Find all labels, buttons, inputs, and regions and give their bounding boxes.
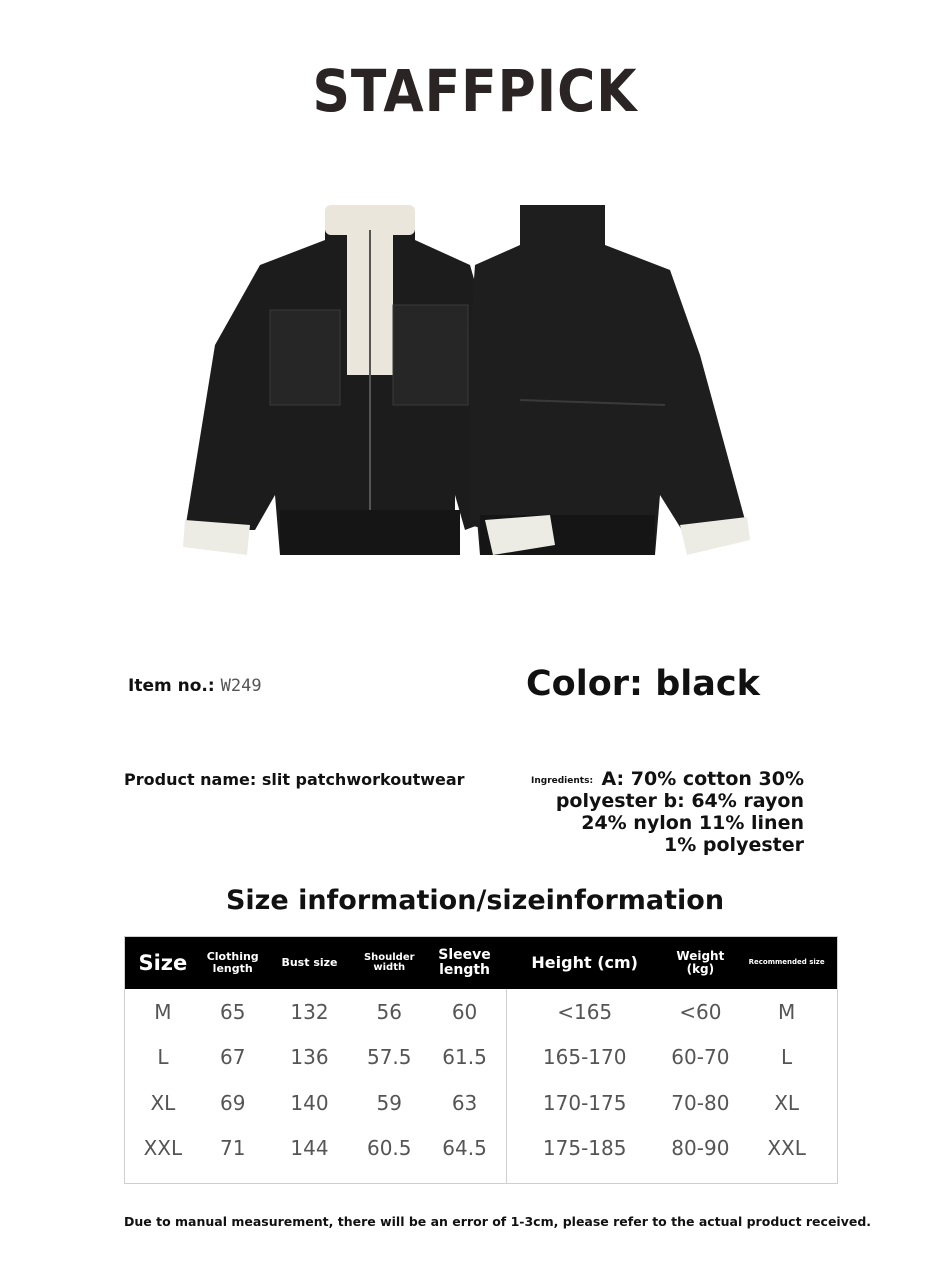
cell: 144 xyxy=(290,1136,329,1161)
cell: 175-185 xyxy=(542,1136,627,1161)
table-row xyxy=(125,1035,837,1081)
ingredients-label: Ingredients: xyxy=(531,776,594,786)
jacket-product-image xyxy=(175,195,775,575)
color-label: Color: black xyxy=(526,664,760,704)
cell: 57.5 xyxy=(366,1045,412,1070)
table-row xyxy=(125,1126,837,1172)
table-divider xyxy=(506,989,507,1183)
jacket-back xyxy=(470,205,750,555)
header-clothing-length: Clothing length xyxy=(206,950,259,975)
ingredients-text: A: 70% cotton 30% polyester b: 64% rayon 24% nylon 11% linen 1% polyester xyxy=(555,768,804,856)
product-name: Product name: slit patchworkoutwear xyxy=(124,770,465,789)
cell: 60.5 xyxy=(366,1136,412,1161)
cell: XXL xyxy=(767,1136,806,1161)
cell: 63 xyxy=(451,1090,478,1115)
header-recommended-size: Recommended size xyxy=(748,958,825,967)
size-table xyxy=(124,936,838,1184)
header-size: Size xyxy=(138,950,188,975)
cell: L xyxy=(781,1045,793,1070)
cell: 140 xyxy=(290,1090,329,1115)
cell: 60 xyxy=(451,999,478,1024)
cell: <165 xyxy=(557,999,613,1024)
cell: 56 xyxy=(376,999,402,1024)
table-row xyxy=(125,1080,837,1126)
cell: 132 xyxy=(290,999,329,1024)
cell: 64.5 xyxy=(442,1136,487,1161)
cell: 165-170 xyxy=(542,1045,627,1070)
cell: XXL xyxy=(143,1136,183,1161)
table-row xyxy=(125,989,837,1035)
item-number xyxy=(128,676,262,696)
table-header xyxy=(125,937,837,989)
jacket-front xyxy=(183,205,505,555)
cell: 71 xyxy=(219,1136,246,1161)
cell: 136 xyxy=(290,1045,329,1070)
header-bust-size: Bust size xyxy=(281,956,338,970)
item-number-value: W249 xyxy=(220,676,262,696)
cell: XL xyxy=(774,1090,800,1115)
cell: 70-80 xyxy=(671,1090,730,1115)
cell: 69 xyxy=(219,1090,246,1115)
cell: 67 xyxy=(219,1045,246,1070)
measurement-note: Due to manual measurement, there will be an error of 1-3cm, please refer to the actual product received. xyxy=(124,1214,872,1229)
brand-logo: STAFFPICK xyxy=(312,58,638,126)
cell: 65 xyxy=(219,999,246,1024)
cell: <60 xyxy=(679,999,722,1024)
cell: 80-90 xyxy=(671,1136,730,1161)
cell: M xyxy=(154,999,172,1024)
cell: L xyxy=(157,1045,169,1070)
header-weight: Weight (kg) xyxy=(676,949,725,976)
header-shoulder-width: Shoulder width xyxy=(363,951,415,973)
cell: M xyxy=(777,999,796,1024)
item-number-label: Item no.: xyxy=(128,676,215,696)
cell: 170-175 xyxy=(542,1090,627,1115)
cell: XL xyxy=(150,1090,176,1115)
cell: 61.5 xyxy=(442,1045,487,1070)
header-height: Height (cm) xyxy=(531,952,638,972)
size-title: Size information/sizeinformation xyxy=(225,885,725,916)
header-sleeve-length: Sleeve length xyxy=(438,947,491,978)
cell: 59 xyxy=(376,1090,402,1115)
cell: 60-70 xyxy=(671,1045,730,1070)
